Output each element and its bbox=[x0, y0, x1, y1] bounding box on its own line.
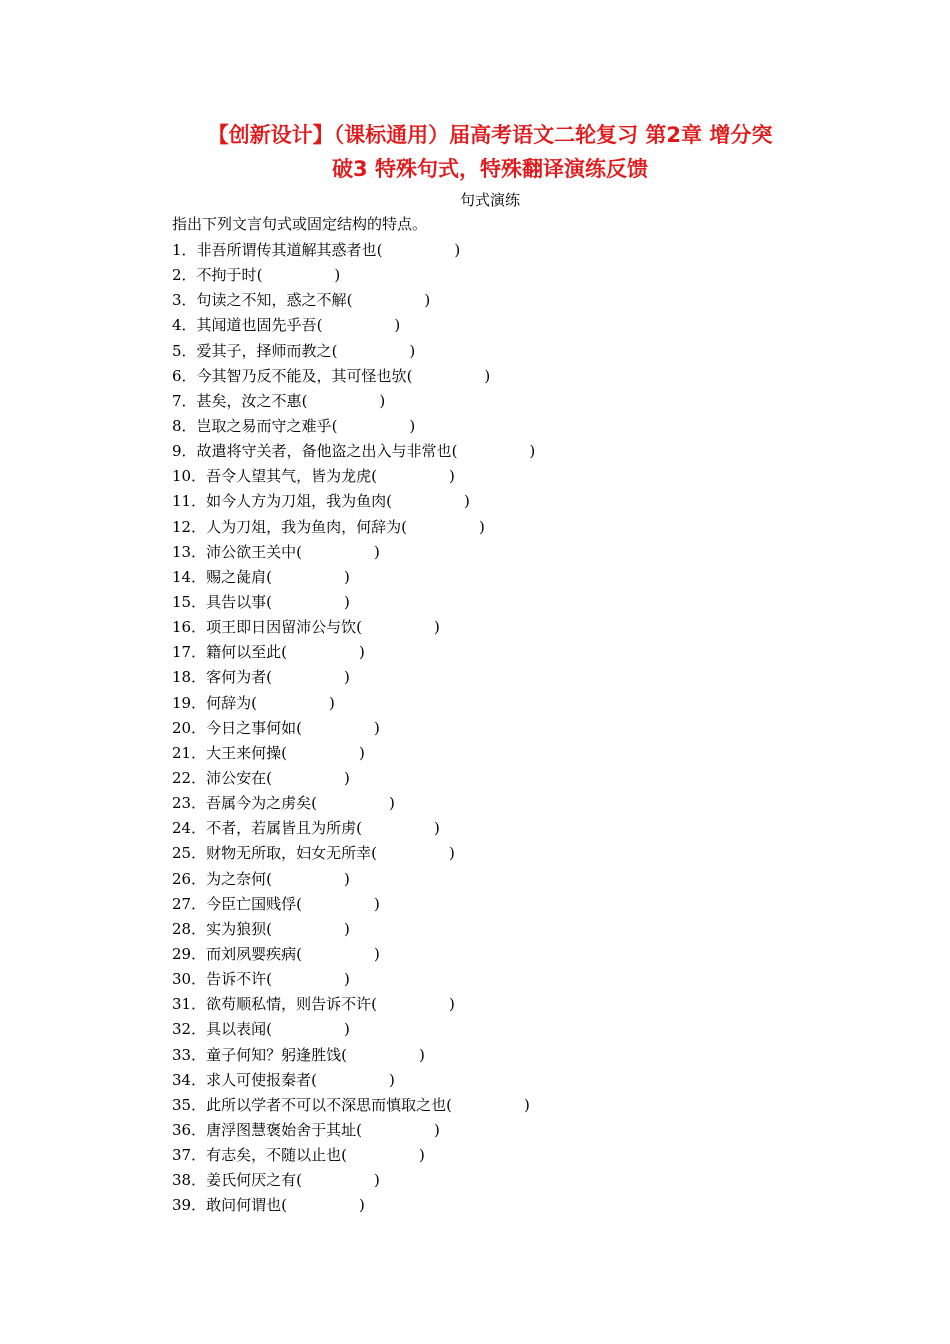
answer-paren-close: ) bbox=[328, 693, 335, 712]
exercise-sentence: 爱其子，择师而教之 bbox=[196, 341, 332, 360]
exercise-sentence: 今日之事何如 bbox=[206, 718, 297, 737]
answer-paren-open: ( bbox=[406, 366, 413, 385]
exercise-number: 33． bbox=[172, 1045, 207, 1064]
answer-paren-close: ) bbox=[379, 391, 386, 410]
exercise-number: 12． bbox=[172, 517, 207, 536]
answer-paren-close: ) bbox=[388, 794, 395, 813]
answer-paren-open: ( bbox=[371, 844, 377, 863]
exercise-sentence: 童子何知？躬逢胜饯 bbox=[206, 1045, 342, 1064]
answer-paren-open: ( bbox=[331, 416, 338, 435]
answer-paren-close: ) bbox=[358, 643, 365, 662]
exercise-item bbox=[172, 617, 535, 642]
answer-paren-open: ( bbox=[346, 291, 353, 310]
answer-paren-open: ( bbox=[251, 693, 257, 712]
exercise-item bbox=[172, 441, 535, 466]
exercise-number: 11． bbox=[172, 492, 207, 511]
exercise-number: 31． bbox=[172, 995, 207, 1014]
answer-paren-open: ( bbox=[341, 1146, 347, 1165]
answer-paren-close: ) bbox=[373, 894, 380, 913]
exercise-sentence: 今臣亡国贱俘 bbox=[206, 894, 297, 913]
exercise-number: 34． bbox=[172, 1070, 207, 1089]
exercise-item bbox=[172, 1045, 535, 1070]
answer-paren-open: ( bbox=[446, 1095, 452, 1114]
answer-paren-open: ( bbox=[371, 467, 377, 486]
exercise-sentence: 具告以事 bbox=[206, 592, 267, 611]
exercise-sentence: 客何为者 bbox=[206, 668, 267, 687]
answer-paren-open: ( bbox=[341, 1045, 347, 1064]
exercise-sentence: 赐之彘肩 bbox=[206, 567, 267, 586]
exercise-sentence: 吾令人望其气，皆为龙虎 bbox=[206, 467, 372, 486]
section-subtitle: 句式演练 bbox=[459, 191, 520, 209]
answer-paren-open: ( bbox=[296, 1171, 302, 1190]
exercise-item bbox=[172, 491, 535, 516]
exercise-item bbox=[172, 567, 535, 592]
answer-paren-open: ( bbox=[401, 517, 407, 536]
exercise-sentence: 唐浮图慧褒始舍于其址 bbox=[206, 1120, 357, 1139]
exercise-item bbox=[172, 642, 535, 667]
exercise-item bbox=[172, 693, 535, 718]
answer-paren-open: ( bbox=[266, 869, 272, 888]
answer-paren-close: ) bbox=[343, 668, 350, 687]
exercise-sentence: 籍何以至此 bbox=[206, 643, 282, 662]
exercise-item bbox=[172, 768, 535, 793]
answer-paren-open: ( bbox=[451, 442, 458, 461]
exercise-item bbox=[172, 391, 535, 416]
exercise-sentence: 不拘于时 bbox=[196, 266, 257, 285]
answer-paren-close: ) bbox=[358, 743, 365, 762]
exercise-number: 9． bbox=[172, 442, 197, 461]
exercise-item bbox=[172, 1195, 535, 1220]
exercise-item bbox=[172, 894, 535, 919]
exercise-number: 7． bbox=[172, 391, 197, 410]
exercise-number: 8． bbox=[172, 416, 197, 435]
exercise-item bbox=[172, 743, 535, 768]
answer-paren-open: ( bbox=[281, 743, 287, 762]
answer-paren-close: ) bbox=[343, 768, 350, 787]
exercise-item bbox=[172, 944, 535, 969]
answer-paren-open: ( bbox=[356, 819, 362, 838]
answer-paren-close: ) bbox=[409, 341, 416, 360]
answer-paren-close: ) bbox=[394, 316, 401, 335]
exercise-number: 14． bbox=[172, 567, 207, 586]
exercise-item bbox=[172, 315, 535, 340]
exercise-number: 35． bbox=[172, 1095, 207, 1114]
exercise-item bbox=[172, 517, 535, 542]
answer-paren-open: ( bbox=[311, 1070, 317, 1089]
exercise-item bbox=[172, 1120, 535, 1145]
answer-paren-close: ) bbox=[358, 1196, 365, 1215]
answer-paren-close: ) bbox=[418, 1045, 425, 1064]
exercise-item bbox=[172, 542, 535, 567]
answer-paren-close: ) bbox=[523, 1095, 530, 1114]
answer-paren-open: ( bbox=[266, 970, 272, 989]
answer-paren-open: ( bbox=[371, 995, 377, 1014]
answer-paren-open: ( bbox=[301, 391, 308, 410]
answer-paren-close: ) bbox=[409, 416, 416, 435]
answer-paren-open: ( bbox=[311, 794, 317, 813]
exercise-item bbox=[172, 366, 535, 391]
exercise-sentence: 不者，若属皆且为所虏 bbox=[206, 819, 357, 838]
exercise-item bbox=[172, 818, 535, 843]
exercise-sentence: 沛公安在 bbox=[206, 768, 267, 787]
answer-paren-close: ) bbox=[343, 567, 350, 586]
exercise-item bbox=[172, 1170, 535, 1195]
exercise-sentence: 甚矣，汝之不惠 bbox=[196, 391, 302, 410]
exercise-item bbox=[172, 466, 535, 491]
exercise-item bbox=[172, 1019, 535, 1044]
exercise-item bbox=[172, 994, 535, 1019]
answer-paren-open: ( bbox=[266, 768, 272, 787]
exercise-number: 3． bbox=[172, 291, 197, 310]
answer-paren-close: ) bbox=[373, 542, 380, 561]
exercise-number: 13． bbox=[172, 542, 207, 561]
exercise-sentence: 敢问何谓也 bbox=[206, 1196, 282, 1215]
answer-paren-close: ) bbox=[418, 1146, 425, 1165]
exercise-number: 18． bbox=[172, 668, 207, 687]
answer-paren-close: ) bbox=[433, 819, 440, 838]
answer-paren-close: ) bbox=[433, 618, 440, 637]
exercise-sentence: 求人可使报秦者 bbox=[206, 1070, 312, 1089]
exercise-item bbox=[172, 843, 535, 868]
exercise-number: 19． bbox=[172, 693, 207, 712]
exercise-sentence: 大王来何操 bbox=[206, 743, 282, 762]
exercise-item bbox=[172, 869, 535, 894]
answer-paren-open: ( bbox=[331, 341, 338, 360]
exercise-number: 1． bbox=[172, 241, 197, 259]
exercise-number: 17． bbox=[172, 643, 207, 662]
exercise-sentence: 此所以学者不可以不深思而慎取之也 bbox=[206, 1095, 447, 1114]
exercise-sentence: 非吾所谓传其道解其惑者也 bbox=[196, 241, 377, 259]
answer-paren-close: ) bbox=[373, 944, 380, 963]
exercise-number: 32． bbox=[172, 1020, 207, 1039]
exercise-sentence: 欲苟顺私情，则告诉不许 bbox=[206, 995, 372, 1014]
instruction-text: 指出下列文言句式或固定结构的特点。 bbox=[172, 215, 428, 233]
exercise-sentence: 何辞为 bbox=[206, 693, 252, 712]
exercise-number: 28． bbox=[172, 919, 207, 938]
exercise-sentence: 今其智乃反不能及，其可怪也欤 bbox=[196, 366, 407, 385]
answer-paren-close: ) bbox=[373, 1171, 380, 1190]
answer-paren-close: ) bbox=[343, 919, 350, 938]
answer-paren-close: ) bbox=[448, 467, 455, 486]
answer-paren-close: ) bbox=[454, 241, 461, 259]
exercise-number: 5． bbox=[172, 341, 197, 360]
answer-paren-open: ( bbox=[296, 718, 302, 737]
exercise-item bbox=[172, 919, 535, 944]
exercise-item bbox=[172, 240, 535, 265]
exercise-item bbox=[172, 416, 535, 441]
answer-paren-close: ) bbox=[373, 718, 380, 737]
exercise-sentence: 沛公欲王关中 bbox=[206, 542, 297, 561]
exercise-item bbox=[172, 718, 535, 743]
answer-paren-open: ( bbox=[266, 919, 272, 938]
exercise-sentence: 句读之不知，惑之不解 bbox=[196, 291, 347, 310]
answer-paren-open: ( bbox=[281, 643, 287, 662]
exercise-item bbox=[172, 793, 535, 818]
document-title-line-1: 【创新设计】（课标通用）届高考语文二轮复习 第2章 增分突 bbox=[207, 123, 773, 147]
answer-paren-close: ) bbox=[484, 366, 491, 385]
answer-paren-open: ( bbox=[296, 944, 302, 963]
exercise-sentence: 实为狼狈 bbox=[206, 919, 267, 938]
answer-paren-close: ) bbox=[448, 844, 455, 863]
exercise-sentence: 吾属今为之虏矣 bbox=[206, 794, 312, 813]
answer-paren-close: ) bbox=[343, 1020, 350, 1039]
exercise-sentence: 姜氏何厌之有 bbox=[206, 1171, 297, 1190]
answer-paren-open: ( bbox=[356, 1120, 362, 1139]
exercise-item bbox=[172, 1145, 535, 1170]
exercise-number: 21． bbox=[172, 743, 207, 762]
exercise-sentence: 财物无所取，妇女无所幸 bbox=[206, 844, 372, 863]
exercise-item bbox=[172, 290, 535, 315]
answer-paren-close: ) bbox=[343, 869, 350, 888]
answer-paren-open: ( bbox=[386, 492, 392, 511]
answer-paren-close: ) bbox=[388, 1070, 395, 1089]
answer-paren-open: ( bbox=[266, 567, 272, 586]
exercise-number: 39． bbox=[172, 1196, 207, 1215]
answer-paren-open: ( bbox=[266, 592, 272, 611]
answer-paren-open: ( bbox=[316, 316, 323, 335]
exercise-sentence: 有志矣，不随以止也 bbox=[206, 1146, 342, 1165]
answer-paren-close: ) bbox=[343, 592, 350, 611]
exercise-number: 2． bbox=[172, 266, 197, 285]
exercise-sentence: 具以表闻 bbox=[206, 1020, 267, 1039]
answer-paren-close: ) bbox=[448, 995, 455, 1014]
answer-paren-close: ) bbox=[463, 492, 470, 511]
answer-paren-close: ) bbox=[343, 970, 350, 989]
exercise-sentence: 项王即日因留沛公与饮 bbox=[206, 618, 357, 637]
exercise-number: 27． bbox=[172, 894, 207, 913]
answer-paren-open: ( bbox=[296, 542, 302, 561]
exercise-sentence: 故遣将守关者，备他盗之出入与非常也 bbox=[196, 442, 452, 461]
exercise-item bbox=[172, 969, 535, 994]
exercise-sentence: 其闻道也固先乎吾 bbox=[196, 316, 317, 335]
answer-paren-open: ( bbox=[266, 1020, 272, 1039]
answer-paren-open: ( bbox=[296, 894, 302, 913]
exercise-number: 4． bbox=[172, 316, 197, 335]
answer-paren-open: ( bbox=[256, 266, 263, 285]
exercise-number: 36． bbox=[172, 1120, 207, 1139]
exercise-number: 22． bbox=[172, 768, 207, 787]
exercise-list bbox=[172, 240, 535, 1220]
exercise-sentence: 告诉不许 bbox=[206, 970, 267, 989]
answer-paren-close: ) bbox=[334, 266, 341, 285]
exercise-number: 15． bbox=[172, 592, 207, 611]
exercise-number: 37． bbox=[172, 1146, 207, 1165]
answer-paren-close: ) bbox=[424, 291, 431, 310]
exercise-item bbox=[172, 1070, 535, 1095]
answer-paren-open: ( bbox=[356, 618, 362, 637]
exercise-item bbox=[172, 1095, 535, 1120]
exercise-sentence: 岂取之易而守之难乎 bbox=[196, 416, 332, 435]
exercise-number: 30． bbox=[172, 970, 207, 989]
exercise-item bbox=[172, 667, 535, 692]
exercise-item bbox=[172, 592, 535, 617]
exercise-number: 25． bbox=[172, 844, 207, 863]
exercise-number: 23． bbox=[172, 794, 207, 813]
answer-paren-open: ( bbox=[281, 1196, 287, 1215]
answer-paren-open: ( bbox=[266, 668, 272, 687]
exercise-sentence: 而刘夙婴疾病 bbox=[206, 944, 297, 963]
exercise-number: 10． bbox=[172, 467, 207, 486]
exercise-number: 24． bbox=[172, 819, 207, 838]
exercise-number: 6． bbox=[172, 366, 197, 385]
exercise-sentence: 人为刀俎，我为鱼肉，何辞为 bbox=[206, 517, 402, 536]
answer-paren-close: ) bbox=[478, 517, 485, 536]
answer-paren-close: ) bbox=[529, 442, 536, 461]
answer-paren-close: ) bbox=[433, 1120, 440, 1139]
answer-paren-open: ( bbox=[376, 241, 383, 259]
exercise-number: 26． bbox=[172, 869, 207, 888]
document-title-line-2: 破3 特殊句式，特殊翻译演练反馈 bbox=[332, 157, 648, 181]
exercise-number: 38． bbox=[172, 1171, 207, 1190]
exercise-item bbox=[172, 341, 535, 366]
exercise-number: 20． bbox=[172, 718, 207, 737]
exercise-sentence: 如今人方为刀俎，我为鱼肉 bbox=[206, 492, 387, 511]
exercise-item bbox=[172, 265, 535, 290]
exercise-number: 29． bbox=[172, 944, 207, 963]
exercise-number: 16． bbox=[172, 618, 207, 637]
exercise-sentence: 为之奈何 bbox=[206, 869, 267, 888]
